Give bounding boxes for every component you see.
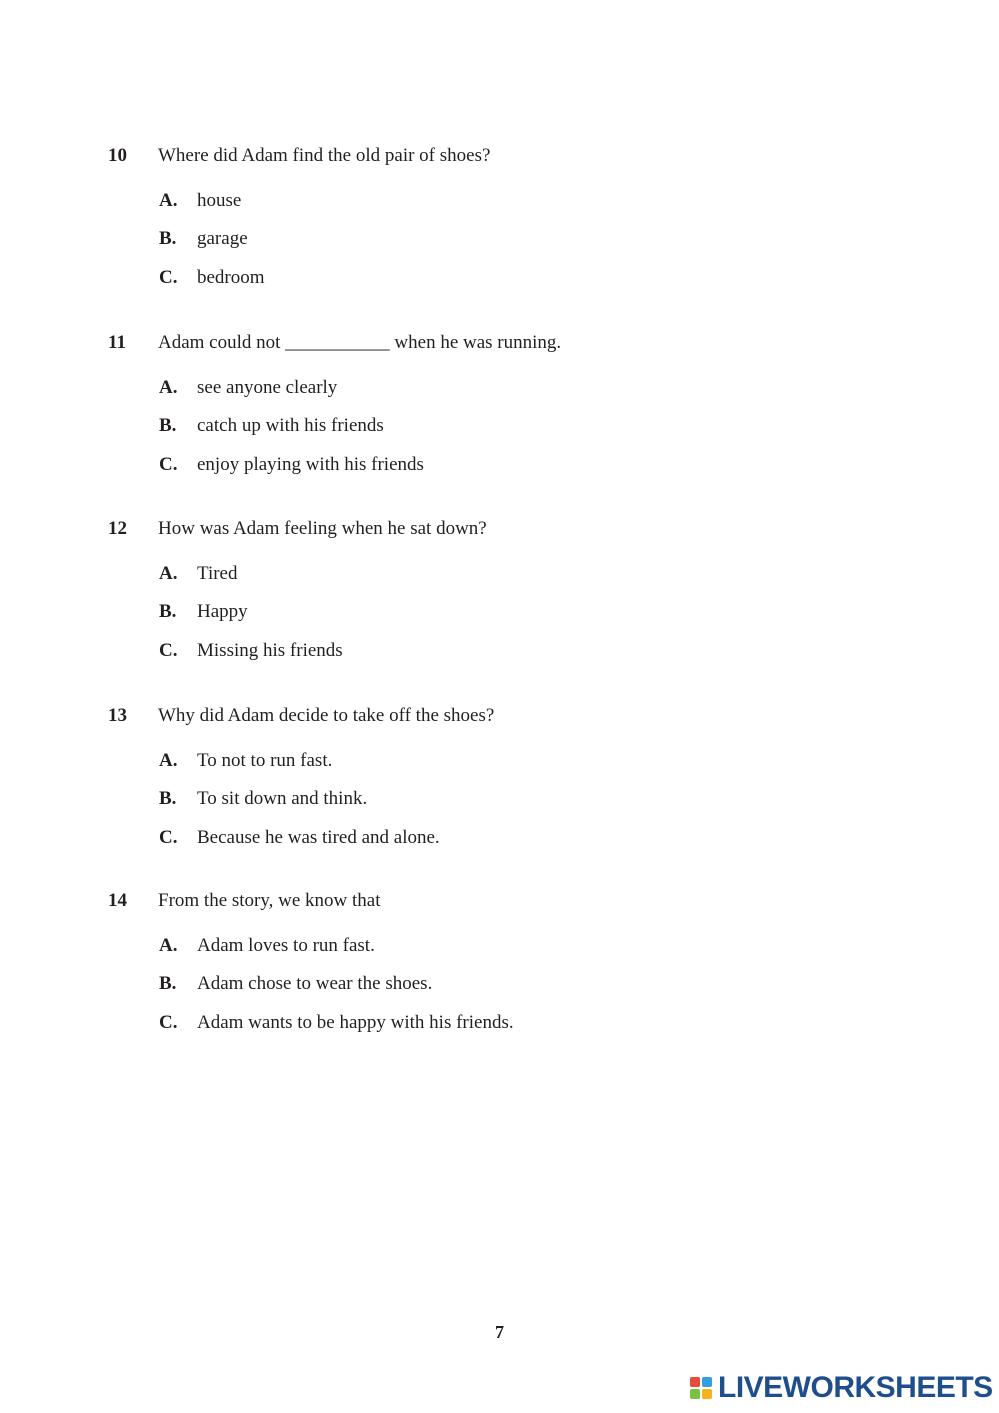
option-text: To sit down and think. [197, 788, 368, 810]
logo-square-1 [690, 1377, 700, 1387]
option-text: house [197, 190, 242, 211]
option-letter: A. [159, 563, 178, 584]
question-number: 12 [108, 518, 127, 539]
answer-options [108, 561, 928, 664]
option-letter: C. [159, 1011, 178, 1033]
answer-option-b[interactable] [108, 599, 928, 625]
option-letter: A. [159, 750, 178, 771]
answer-options [108, 748, 928, 851]
option-text: Adam chose to wear the shoes. [197, 973, 433, 995]
option-letter: B. [159, 601, 177, 623]
option-text: Happy [197, 601, 248, 623]
answer-option-c[interactable] [108, 265, 928, 291]
answer-option-b[interactable] [108, 786, 928, 812]
option-letter: C. [159, 266, 178, 288]
logo-square-2 [702, 1377, 712, 1387]
question-header [108, 703, 928, 729]
answer-option-a[interactable] [108, 748, 928, 774]
question-10 [108, 143, 928, 303]
question-number: 14 [108, 890, 127, 911]
option-text: Missing his friends [197, 639, 343, 661]
answer-option-a[interactable] [108, 375, 928, 401]
option-text: To not to run fast. [197, 750, 333, 771]
answer-option-b[interactable] [108, 971, 928, 997]
question-text: Adam could not ___________ when he was running. [158, 332, 562, 353]
option-letter: C. [159, 639, 178, 661]
option-text: enjoy playing with his friends [197, 453, 424, 475]
answer-option-b[interactable] [108, 413, 928, 439]
option-text: catch up with his friends [197, 415, 384, 437]
option-letter: A. [159, 190, 178, 211]
answer-option-c[interactable] [108, 638, 928, 664]
option-letter: A. [159, 377, 178, 398]
option-text: see anyone clearly [197, 377, 338, 398]
answer-option-a[interactable] [108, 561, 928, 587]
question-14 [108, 888, 928, 1048]
option-letter: B. [159, 788, 177, 810]
question-text: How was Adam feeling when he sat down? [158, 518, 487, 539]
liveworksheets-logo-icon [690, 1377, 712, 1399]
question-13 [108, 703, 928, 863]
answer-option-c[interactable] [108, 452, 928, 478]
answer-option-a[interactable] [108, 188, 928, 214]
answer-option-b[interactable] [108, 226, 928, 252]
question-number: 10 [108, 145, 127, 166]
question-number: 13 [108, 705, 127, 726]
option-letter: C. [159, 453, 178, 475]
answer-option-a[interactable] [108, 933, 928, 959]
option-letter: B. [159, 228, 177, 250]
question-11 [108, 330, 928, 490]
option-text: Adam loves to run fast. [197, 935, 375, 956]
option-text: garage [197, 228, 248, 250]
question-header [108, 330, 928, 356]
question-header [108, 888, 928, 914]
option-text: Adam wants to be happy with his friends. [197, 1011, 514, 1033]
question-header [108, 143, 928, 169]
option-text: Because he was tired and alone. [197, 826, 440, 848]
option-letter: B. [159, 973, 177, 995]
answer-options [108, 933, 928, 1036]
option-letter: A. [159, 935, 178, 956]
logo-square-3 [690, 1389, 700, 1399]
question-text: From the story, we know that [158, 890, 381, 911]
answer-options [108, 375, 928, 478]
option-text: bedroom [197, 266, 265, 288]
answer-option-c[interactable] [108, 1010, 928, 1036]
answer-options [108, 188, 928, 291]
answer-option-c[interactable] [108, 825, 928, 851]
logo-square-4 [702, 1389, 712, 1399]
brand-name: LIVEWORKSHEETS [718, 1371, 993, 1404]
option-letter: B. [159, 415, 177, 437]
question-text: Where did Adam find the old pair of shoes? [158, 145, 491, 166]
option-text: Tired [197, 563, 238, 584]
question-12 [108, 516, 928, 676]
question-header [108, 516, 928, 542]
question-text: Why did Adam decide to take off the shoes? [158, 705, 495, 726]
question-number: 11 [108, 332, 126, 353]
liveworksheets-brand[interactable] [690, 1370, 993, 1406]
page-number: 7 [495, 1322, 504, 1342]
option-letter: C. [159, 826, 178, 848]
